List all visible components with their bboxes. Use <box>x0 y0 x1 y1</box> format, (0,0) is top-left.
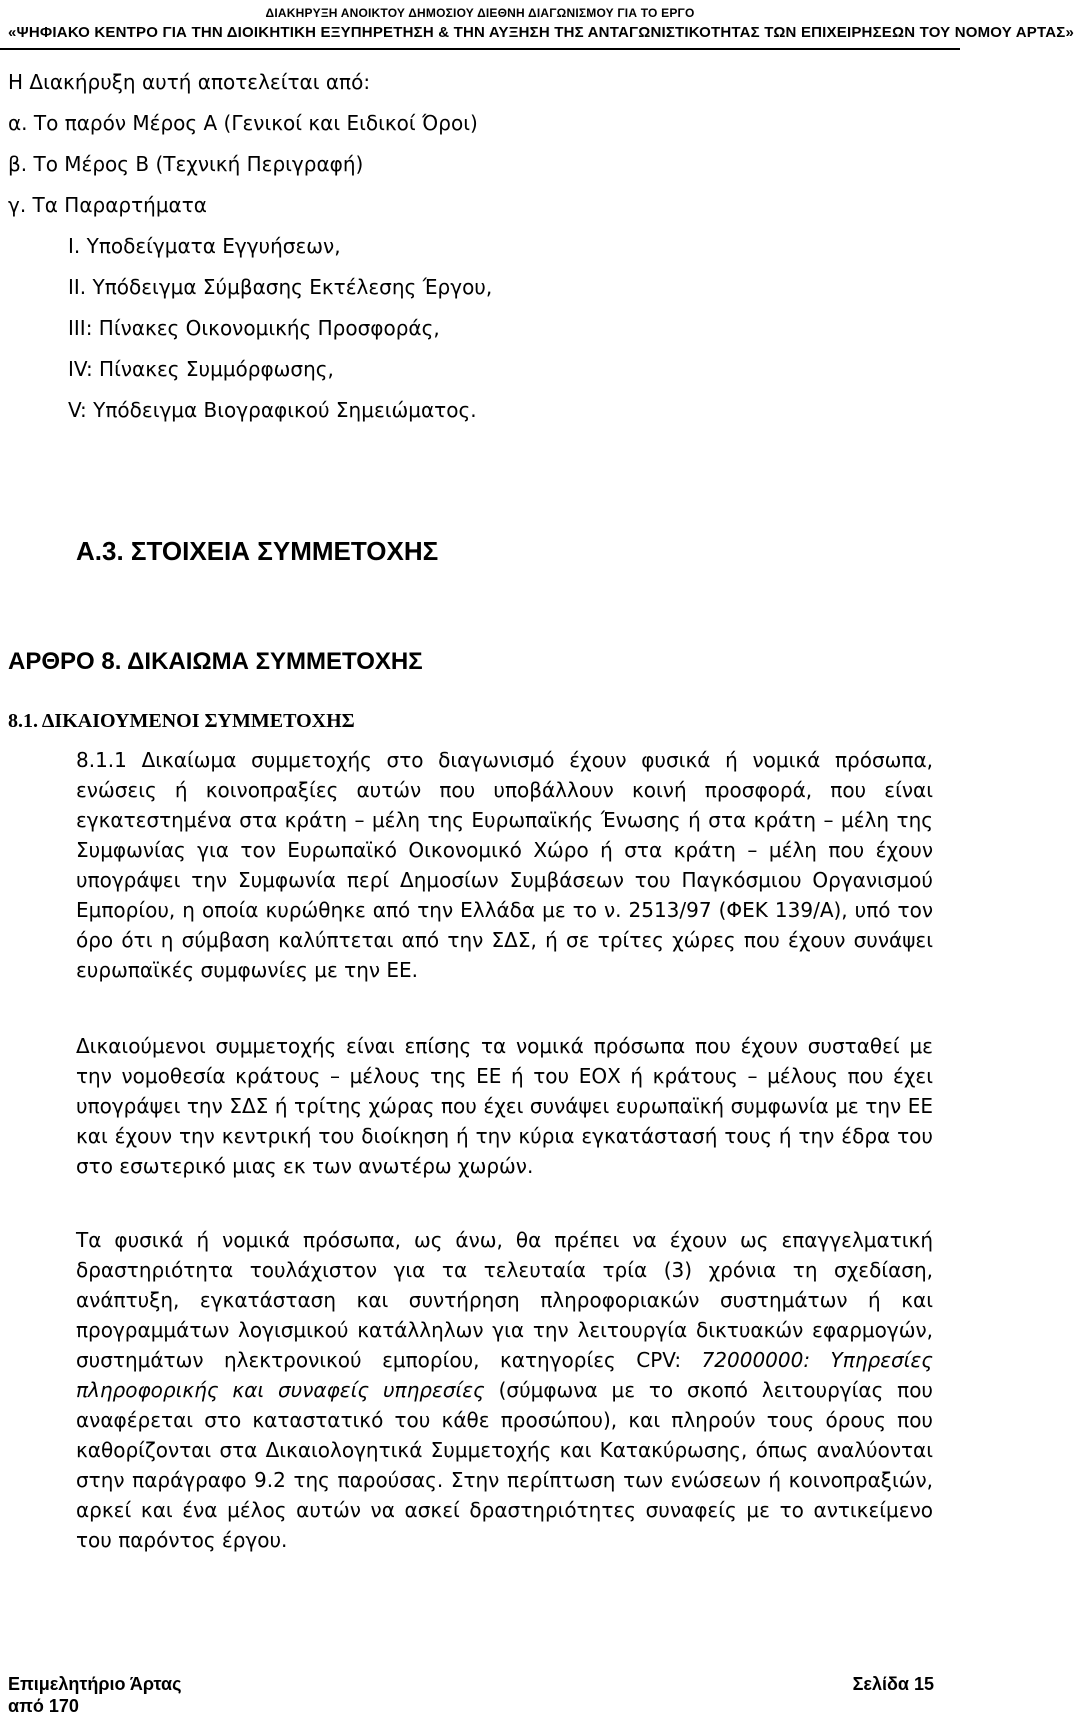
contents-item: γ. Τα Παραρτήματα <box>8 193 207 217</box>
footer-page-number: Σελίδα 15 <box>852 1674 934 1694</box>
page-header <box>8 0 1074 41</box>
annex-item: Ι. Υποδείγματα Εγγυήσεων, <box>68 234 341 258</box>
contents-item: α. Το παρόν Μέρος Α (Γενικοί και Ειδικοί Όροι) <box>8 111 478 135</box>
header-title-line: ΔΙΑΚΗΡΥΞΗ ΑΝΟΙΚΤΟΥ ΔΗΜΟΣΙΟΥ ΔΙΕΘΝΗ ΔΙΑΓΩΝΙΣΜΟΥ ΓΙΑ ΤΟ ΕΡΓΟ <box>265 6 695 20</box>
paragraph-text: Τα φυσικά ή νομικά πρόσωπα, ως άνω, θα πρέπει να έχουν ως επαγγελματική δραστηριότητα τουλάχιστον για τα τελευταία τρία (3) χρόνια τη σχεδίαση, ανάπτυξη, εγκατάσταση και συντήρηση πληροφοριακών συστημάτων ή και προγραμμάτων λογισμικού κατάλληλων για την λειτουργία δικτυακών εφαρμογών, συστημάτων ηλεκτρονικού εμπορίου, κατηγορίες CPV: <box>76 1228 933 1372</box>
article-heading: ΑΡΘΡΟ 8. ΔΙΚΑΙΩΜΑ ΣΥΜΜΕΤΟΧΗΣ <box>8 648 423 675</box>
header-project-name: «ΨΗΦΙΑΚΟ ΚΕΝΤΡΟ ΓΙΑ ΤΗΝ ΔΙΟΙΚΗΤΙΚΗ ΕΞΥΠΗΡΕΤΗΣΗ & ΤΗΝ ΑΥΞΗΣΗ ΤΗΣ ΑΝΤΑΓΩΝΙΣΤΙΚΟΤΗΤΑΣ ΤΩΝ ΕΠΙΧΕΙΡΗΣΕΩΝ ΤΟΥ ΝΟΜΟΥ ΑΡΤΑΣ» <box>8 24 1074 41</box>
paragraph-eligibility: 8.1.1 Δικαίωμα συμμετοχής στο διαγωνισμό έχουν φυσικά ή νομικά πρόσωπα, ενώσεις ή κοινοπραξίες αυτών που υποβάλλουν κοινή προσφορά, που είναι εγκατεστημένα στα κράτη – μέλη της Ευρωπαϊκής Ένωσης ή στα κράτη – μέλη της Συμφωνίας για τον Ευρωπαϊκό Οικονομικό Χώρο ή στα κράτη – μέλη που έχουν υπογράψει την Συμφωνία περί Δημοσίων Συμβάσεων του Παγκόσμιου Οργανισμού Εμπορίου, η οποία κυρώθηκε από την Ελλάδα με το ν. 2513/97 (ΦΕΚ 139/Α), υπό τον όρο ότι η σύμβαση καλύπτεται από την ΣΔΣ, ή σε τρίτες χώρες που έχουν συνάψει ευρωπαϊκές συμφωνίες με την ΕΕ. <box>76 748 933 982</box>
paragraph-professional-activity <box>76 1225 933 1555</box>
cpv-category: 72000000: Υπηρεσίες πληροφορικής και συναφείς υπηρεσίες <box>76 1348 933 1402</box>
document-contents <box>8 70 492 439</box>
annex-item: ΙΙ. Υπόδειγμα Σύμβασης Εκτέλεσης Έργου, <box>68 275 493 299</box>
contents-lead: Η Διακήρυξη αυτή αποτελείται από: <box>8 70 371 94</box>
footer-organization: Επιμελητήριο Άρτας <box>8 1674 182 1694</box>
paragraph-legal-entities: Δικαιούμενοι συμμετοχής είναι επίσης τα νομικά πρόσωπα που έχουν συσταθεί με την νομοθεσία κράτους – μέλους της ΕΕ ή του ΕΟΧ ή κράτους – μέλους που έχει υπογράψει την ΣΔΣ ή τρίτης χώρας που έχει συνάψει ευρωπαϊκή συμφωνία με την ΕΕ και έχουν την κεντρική του διοίκηση ή την κύρια εγκατάστασή τους ή την έδρα του στο εσωτερικό μιας εκ των ανωτέρω χωρών. <box>76 1034 933 1178</box>
header-divider <box>0 48 960 50</box>
annex-item: ΙV: Πίνακες Συμμόρφωσης, <box>68 357 334 381</box>
annex-item: ΙΙΙ: Πίνακες Οικονομικής Προσφοράς, <box>68 316 440 340</box>
section-heading: Α.3. ΣΤΟΙΧΕΙΑ ΣΥΜΜΕΤΟΧΗΣ <box>76 536 439 566</box>
footer-page-total: από 170 <box>8 1696 79 1716</box>
contents-item: β. Το Μέρος Β (Τεχνική Περιγραφή) <box>8 152 364 176</box>
subsection-heading: 8.1. ΔΙΚΑΙΟΥΜΕΝΟΙ ΣΥΜΜΕΤΟΧΗΣ <box>8 710 355 732</box>
annex-item: V: Υπόδειγμα Βιογραφικού Σημειώματος. <box>68 398 477 422</box>
paragraph-text: (σύμφωνα με το σκοπό λειτουργίας που αναφέρεται στο καταστατικό του κάθε προσώπου), και πληρούν τους όρους που καθορίζονται στα Δικαιολογητικά Συμμετοχής και Κατακύρωσης, όπως αναλύονται στην παράγραφο 9.2 της παρούσας. Στην περίπτωση των ενώσεων ή κοινοπραξιών, αρκεί και ένα μέλος αυτών να ασκεί δραστηριότητες συναφείς με το αντικείμενο του παρόντος έργου. <box>76 1378 933 1552</box>
